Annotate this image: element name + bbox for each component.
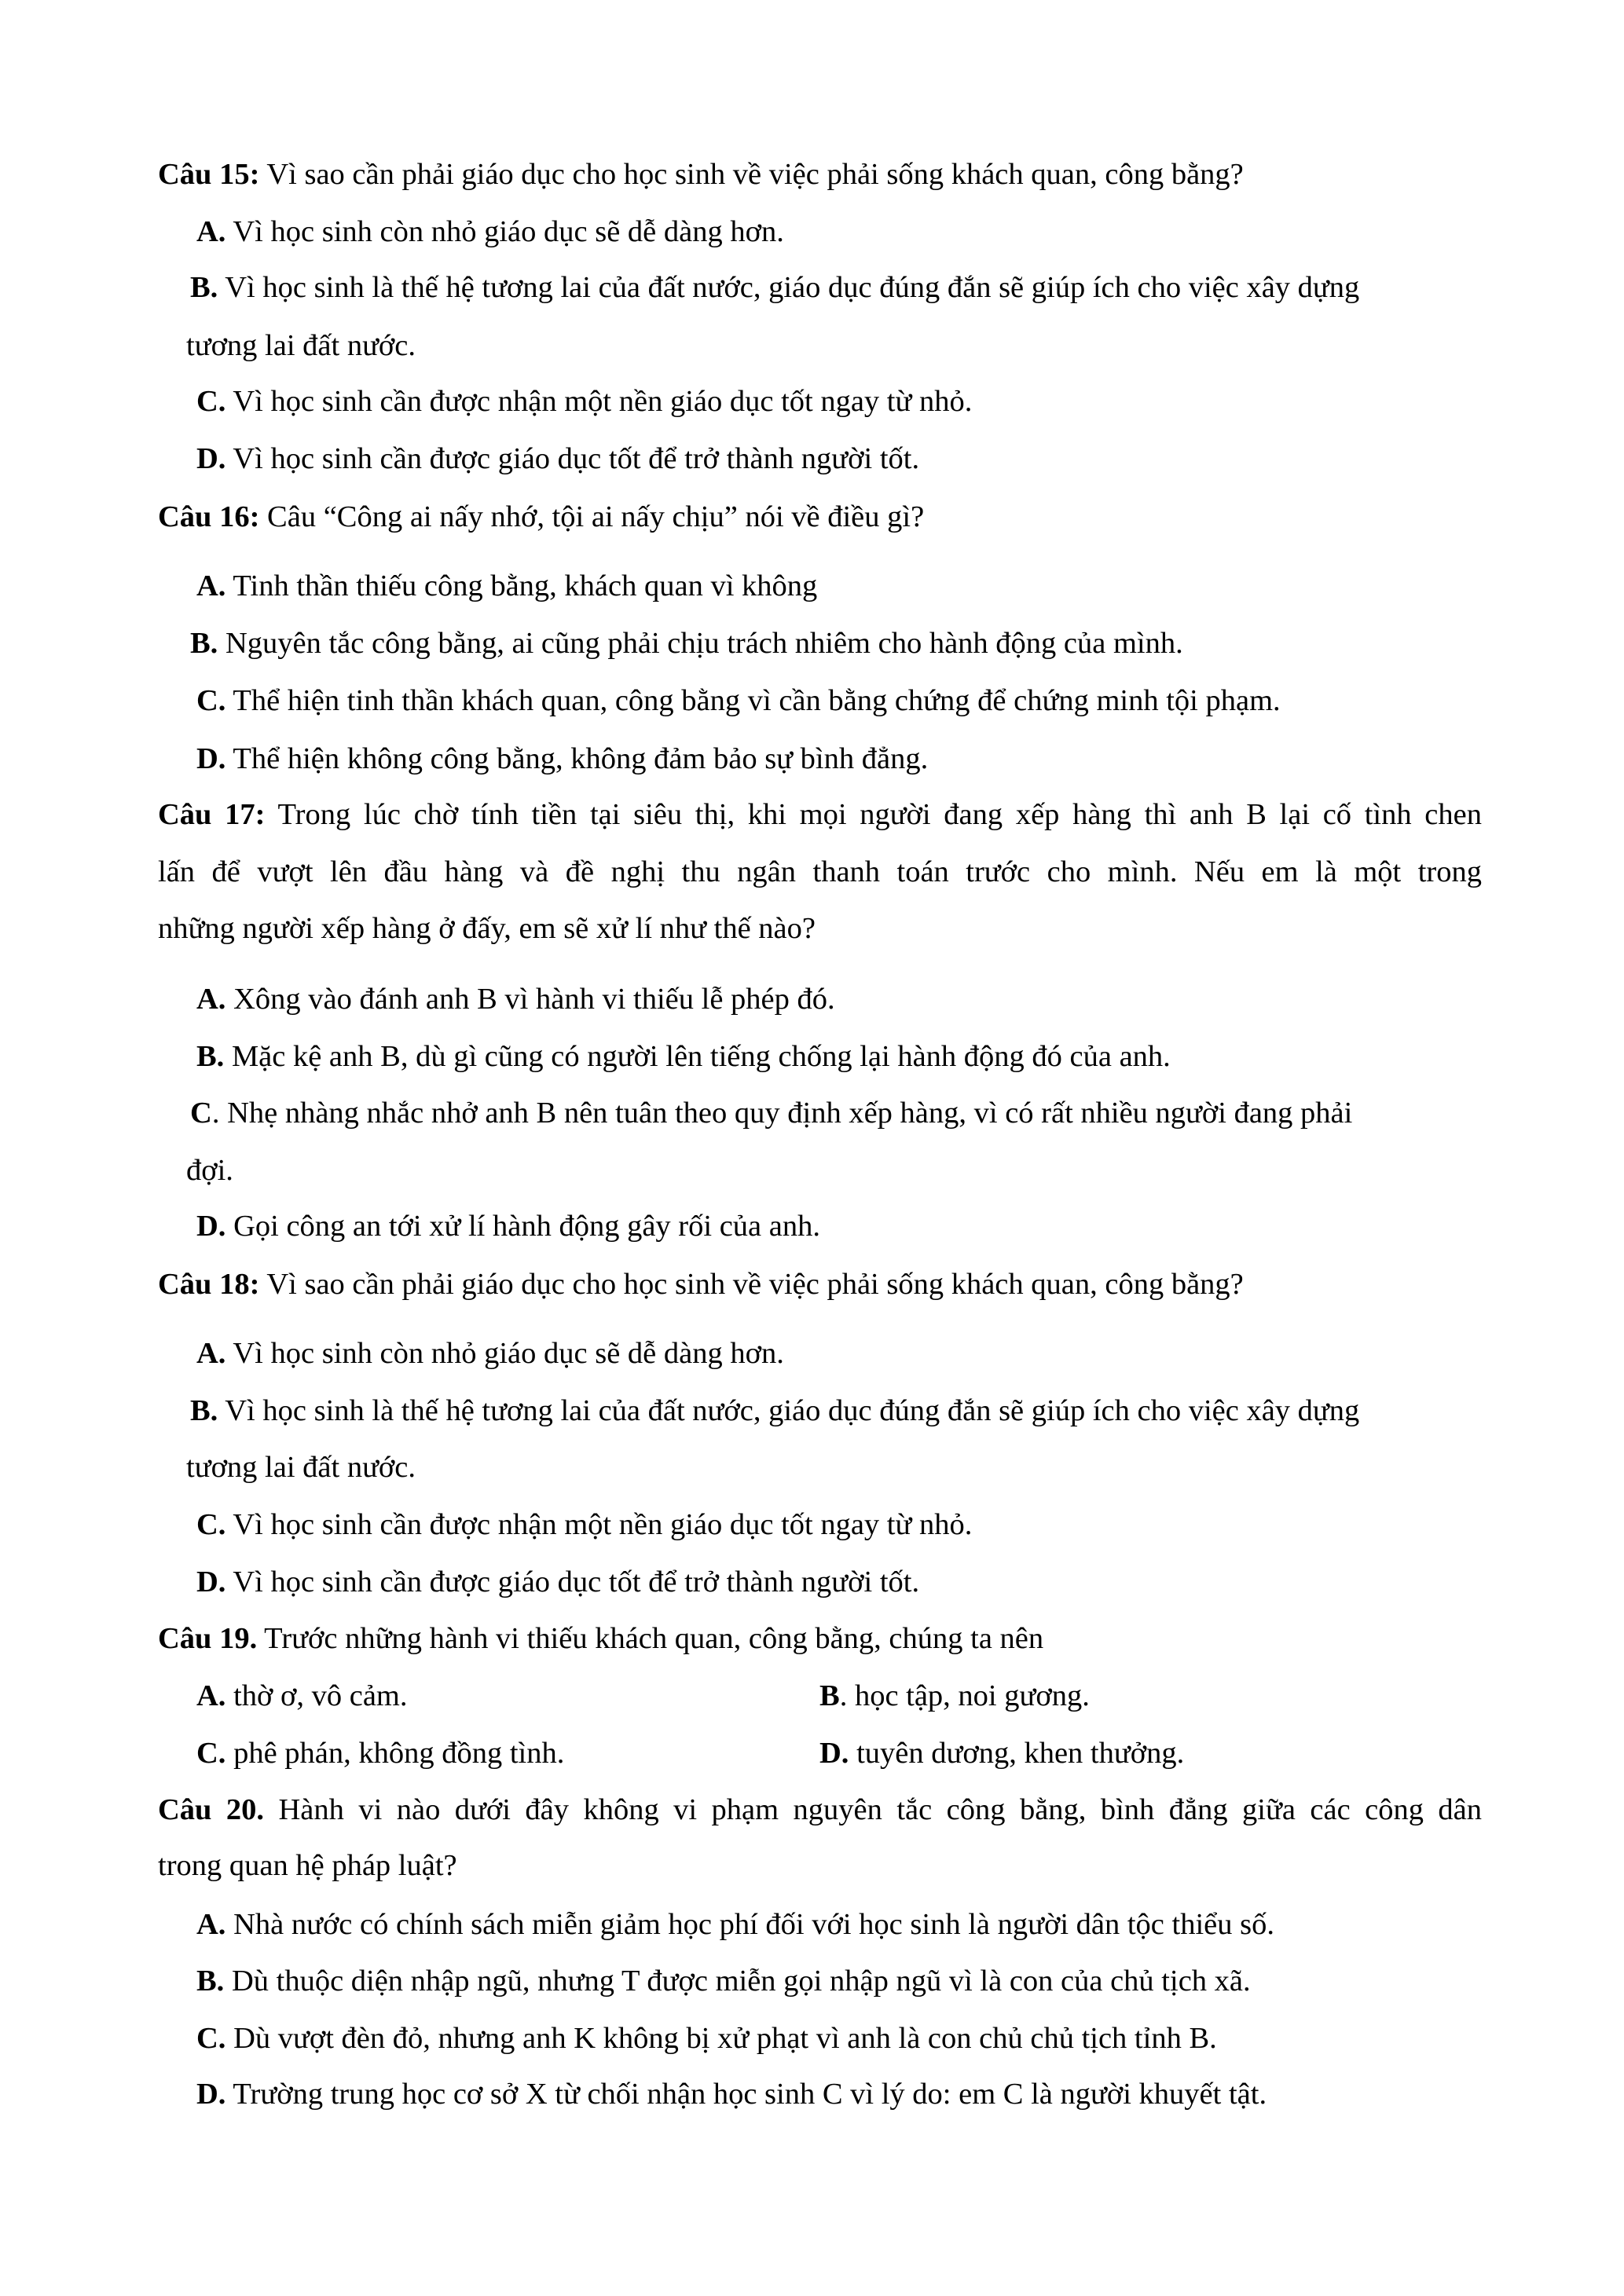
option-label: A.: [196, 1908, 226, 1941]
question-text: Câu “Công ai nấy nhớ, tội ai nấy chịu” nói về điều gì?: [267, 500, 925, 533]
option-text: Vì học sinh cần được giáo dục tốt để trở thành người tốt.: [233, 1565, 920, 1598]
question-17: [158, 795, 1482, 834]
question-text: Vì sao cần phải giáo dục cho học sinh về việc phải sống khách quan, công bằng?: [266, 1268, 1244, 1301]
option-label: C.: [196, 1508, 226, 1541]
option-label: D.: [819, 1737, 849, 1770]
option-b: [190, 1391, 1359, 1430]
option-a: [196, 1334, 784, 1373]
option-text: Vì học sinh là thế hệ tương lai của đất nước, giáo dục đúng đắn sẽ giúp ích cho việc xây dựng: [225, 271, 1360, 304]
option-label: A.: [196, 1679, 226, 1712]
question-text: Trong lúc chờ tính tiền tại siêu thị, khi mọi người đang xếp hàng thì anh B lại cố tình chen: [277, 798, 1482, 831]
option-label: A.: [196, 983, 226, 1016]
option-label: C.: [196, 1737, 226, 1770]
option-b: [196, 1037, 1171, 1076]
option-c-continuation: đợi.: [186, 1154, 233, 1187]
option-d: [196, 1562, 919, 1602]
option-text: Mặc kệ anh B, dù gì cũng có người lên tiếng chống lại hành động đó của anh.: [231, 1040, 1171, 1073]
question-19: [158, 1619, 1043, 1658]
option-a: [196, 212, 784, 251]
option-text: Gọi công an tới xử lí hành động gây rối của anh.: [233, 1210, 820, 1243]
option-label: A.: [196, 215, 226, 248]
option-label: B.: [196, 1040, 225, 1073]
option-c: [196, 1505, 972, 1544]
option-text: Vì học sinh còn nhỏ giáo dục sẽ dễ dàng hơn.: [233, 215, 784, 248]
option-d: [196, 2074, 1267, 2114]
question-text: Trước những hành vi thiếu khách quan, công bằng, chúng ta nên: [264, 1622, 1044, 1655]
option-label: C.: [196, 385, 226, 418]
question-text-line-3: những người xếp hàng ở đấy, em sẽ xử lí như thế nào?: [158, 912, 816, 945]
option-b: [819, 1676, 1090, 1716]
option-label: D.: [196, 2078, 226, 2111]
option-label: B.: [196, 1965, 225, 1998]
option-d: [196, 739, 928, 778]
question-label: Câu 18:: [158, 1268, 260, 1301]
question-label: Câu 17:: [158, 798, 266, 831]
option-a: [196, 1905, 1274, 1944]
option-b-continuation: tương lai đất nước.: [186, 1451, 416, 1484]
option-label: D.: [196, 1210, 226, 1243]
question-label: Câu 20.: [158, 1793, 265, 1826]
option-label: C.: [196, 684, 226, 717]
option-label: B.: [190, 1394, 218, 1427]
option-c: [196, 2019, 1217, 2058]
option-b: [196, 1961, 1251, 2001]
option-text: Dù vượt đèn đỏ, nhưng anh K không bị xử phạt vì anh là con chủ chủ tịch tỉnh B.: [233, 2022, 1217, 2055]
question-20: [158, 1790, 1482, 1829]
option-c: [196, 681, 1281, 720]
option-text: Thể hiện tinh thần khách quan, công bằng vì cần bằng chứng để chứng minh tội phạm.: [233, 684, 1281, 717]
question-text-line-2: lấn để vượt lên đầu hàng và đề nghị thu ngân thanh toán trước cho mình. Nếu em là một trong: [158, 855, 1482, 888]
option-c: [196, 1734, 564, 1773]
option-text: Dù thuộc diện nhập ngũ, nhưng T được miễn gọi nhập ngũ vì là con của chủ tịch xã.: [231, 1965, 1251, 1998]
option-text: Trường trung học cơ sở X từ chối nhận học sinh C vì lý do: em C là người khuyết tật.: [233, 2078, 1267, 2111]
option-d: [196, 1207, 820, 1246]
option-text: Thể hiện không công bằng, không đảm bảo sự bình đẳng.: [233, 742, 929, 775]
option-label: A.: [196, 569, 226, 602]
option-text: Vì học sinh còn nhỏ giáo dục sẽ dễ dàng hơn.: [233, 1337, 784, 1370]
option-text: Tinh thần thiếu công bằng, khách quan vì không: [233, 569, 818, 602]
question-18: [158, 1265, 1244, 1304]
option-b-continuation: tương lai đất nước.: [186, 329, 416, 362]
question-text: Vì sao cần phải giáo dục cho học sinh về việc phải sống khách quan, công bằng?: [266, 158, 1244, 191]
question-label: Câu 15:: [158, 158, 260, 191]
option-text: Xông vào đánh anh B vì hành vi thiếu lễ phép đó.: [233, 983, 835, 1016]
question-label: Câu 16:: [158, 500, 260, 533]
question-16: [158, 497, 924, 536]
option-d: [196, 439, 919, 478]
option-text: Vì học sinh cần được giáo dục tốt để trở thành người tốt.: [233, 442, 920, 475]
option-label: B: [819, 1679, 840, 1712]
question-15: [158, 155, 1244, 194]
question-text: Hành vi nào dưới đây không vi phạm nguyên tắc công bằng, bình đẳng giữa các công dân: [278, 1793, 1482, 1826]
option-text: Vì học sinh cần được nhận một nền giáo dục tốt ngay từ nhỏ.: [233, 385, 973, 418]
question-label: Câu 19.: [158, 1622, 258, 1655]
option-text: Nhà nước có chính sách miễn giảm học phí đối với học sinh là người dân tộc thiểu số.: [233, 1908, 1274, 1941]
question-text-line-2: trong quan hệ pháp luật?: [158, 1849, 457, 1882]
option-b: [190, 624, 1183, 663]
option-a: [196, 566, 817, 606]
option-text: . học tập, noi gương.: [839, 1679, 1090, 1712]
option-text: Vì học sinh cần được nhận một nền giáo dục tốt ngay từ nhỏ.: [233, 1508, 973, 1541]
option-label: C: [190, 1097, 212, 1130]
option-label: D.: [196, 442, 226, 475]
option-c: [190, 1093, 1352, 1133]
option-text: thờ ơ, vô cảm.: [233, 1679, 408, 1712]
option-b: [190, 268, 1359, 307]
option-label: A.: [196, 1337, 226, 1370]
option-d: [819, 1734, 1184, 1773]
option-label: C.: [196, 2022, 226, 2055]
option-text: Vì học sinh là thế hệ tương lai của đất nước, giáo dục đúng đắn sẽ giúp ích cho việc xây dựng: [225, 1394, 1360, 1427]
option-label: D.: [196, 742, 226, 775]
option-text: . Nhẹ nhàng nhắc nhở anh B nên tuân theo quy định xếp hàng, vì có rất nhiều người đang phải: [211, 1097, 1353, 1130]
option-label: D.: [196, 1565, 226, 1598]
option-a: [196, 980, 835, 1019]
option-text: tuyên dương, khen thưởng.: [856, 1737, 1185, 1770]
option-a: [196, 1676, 407, 1716]
option-label: B.: [190, 627, 218, 660]
option-c: [196, 382, 972, 421]
option-text: Nguyên tắc công bằng, ai cũng phải chịu trách nhiêm cho hành động của mình.: [225, 627, 1183, 660]
option-label: B.: [190, 271, 218, 304]
option-text: phê phán, không đồng tình.: [233, 1737, 565, 1770]
